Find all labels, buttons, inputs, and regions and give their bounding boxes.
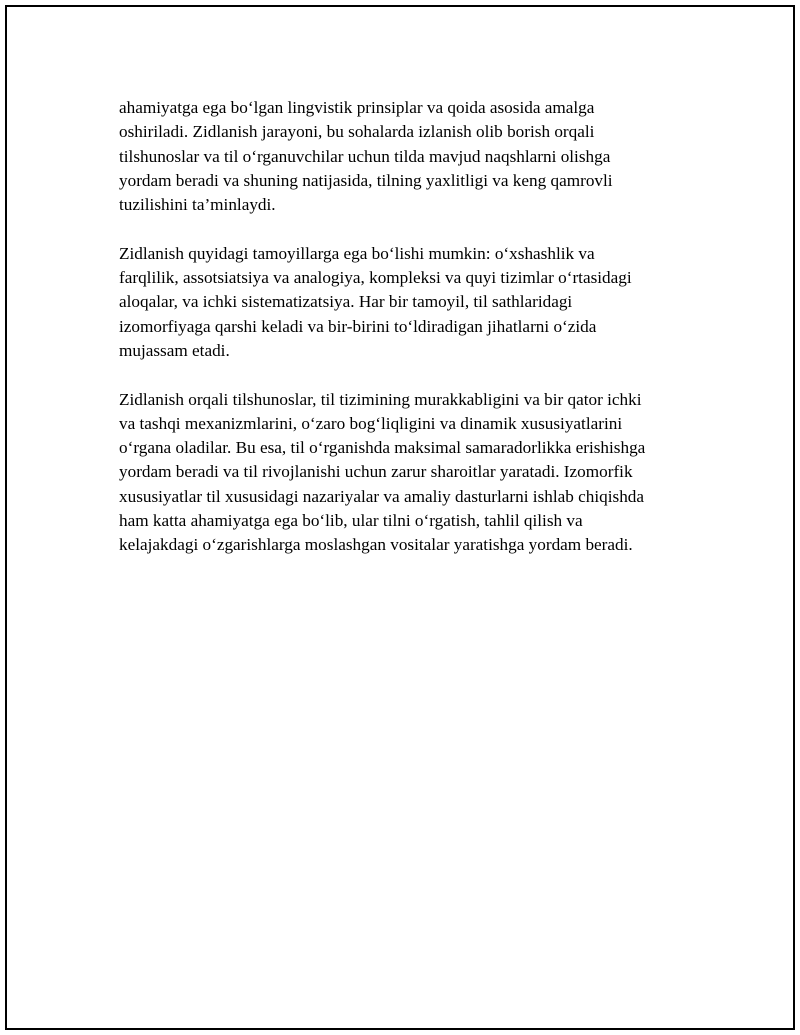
text-line: yordam beradi va til rivojlanishi uchun zarur sharoitlar yaratadi. Izomorfik — [119, 462, 633, 482]
paragraph-1 — [119, 96, 719, 217]
text-line: va tashqi mexanizmlarini, o‘zaro bog‘liqligini va dinamik xususiyatlarini — [119, 413, 623, 433]
page-frame — [5, 5, 795, 1030]
text-line: mujassam etadi. — [119, 340, 230, 360]
text-line: izomorfiyaga qarshi keladi va bir-birini to‘ldiradigan jihatlarni o‘zida — [119, 316, 597, 336]
text-line: tilshunoslar va til o‘rganuvchilar uchun tilda mavjud naqshlarni olishga — [119, 146, 611, 166]
text-line: tuzilishini ta’minlaydi. — [119, 195, 276, 215]
text-line: o‘rgana oladilar. Bu esa, til o‘rganishda maksimal samaradorlikka erishishga — [119, 438, 646, 458]
text-line: xususiyatlar til xususidagi nazariyalar va amaliy dasturlarni ishlab chiqishda — [119, 486, 645, 506]
text-line: Zidlanish quyidagi tamoyillarga ega bo‘lishi mumkin: o‘xshashlik va — [119, 243, 595, 263]
text-line: farqlilik, assotsiatsiya va analogiya, kompleksi va quyi tizimlar o‘rtasidagi — [119, 268, 632, 288]
text-line: yordam beradi va shuning natijasida, tilning yaxlitligi va keng qamrovli — [119, 170, 613, 190]
text-line: ahamiyatga ega bo‘lgan lingvistik prinsiplar va qoida asosida amalga — [119, 98, 595, 117]
text-line: oshiriladi. Zidlanish jarayoni, bu sohalarda izlanish olib borish orqali — [119, 122, 595, 142]
paragraph-2 — [119, 242, 719, 363]
page-content — [119, 96, 719, 582]
text-line: ham katta ahamiyatga ega bo‘lib, ular tilni o‘rgatish, tahlil qilish va — [119, 511, 583, 531]
paragraph-3 — [119, 388, 719, 558]
text-line: Zidlanish orqali tilshunoslar, til tizimining murakkabligini va bir qator ichki — [119, 389, 642, 409]
text-line: aloqalar, va ichki sistematizatsiya. Har bir tamoyil, til sathlaridagi — [119, 292, 573, 312]
text-line: kelajakdagi o‘zgarishlarga moslashgan vositalar yaratishga yordam beradi. — [119, 535, 633, 555]
